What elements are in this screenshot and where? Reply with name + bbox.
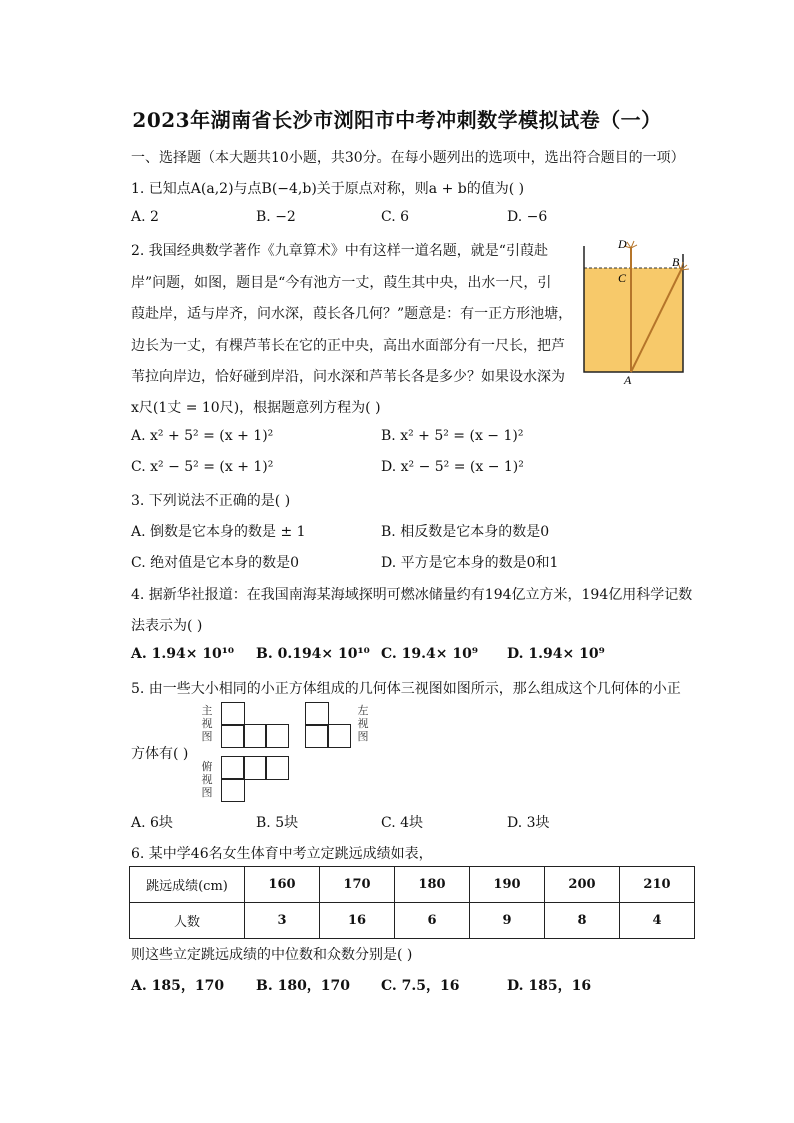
question-1-stem: 1. 已知点A(a,2)与点B(−4,b)关于原点对称，则a + b的值为( ) [131, 181, 525, 197]
question-6-after: 则这些立定跳远成绩的中位数和众数分别是( ) [131, 947, 413, 963]
front-view-label: 主 视 图 [201, 704, 213, 743]
q2-option-b[interactable]: B. x² + 5² = (x − 1)² [381, 428, 524, 444]
question-2-line-5: 苇拉向岸边，恰好碰到岸沿，问水深和芦苇长各是多少？如果设水深为 [131, 369, 565, 385]
q5-option-d[interactable]: D. 3块 [507, 815, 550, 831]
label-a: A [624, 373, 632, 386]
top-view-cell [265, 756, 289, 780]
q4-option-d[interactable]: D. 1.94× 10⁹ [507, 646, 605, 662]
label-c: C [618, 271, 627, 285]
pond-water [584, 268, 683, 372]
left-view-cell [327, 724, 351, 748]
question-2-line-4: 边长为一丈，有棵芦苇长在它的正中央，高出水面部分有一尺长，把芦 [131, 338, 565, 354]
table-cell: 170 [320, 867, 395, 903]
q4-option-a[interactable]: A. 1.94× 10¹⁰ [131, 646, 235, 662]
top-view-label: 俯 视 图 [201, 760, 213, 799]
table-cell: 180 [395, 867, 470, 903]
q5-option-c[interactable]: C. 4块 [381, 815, 424, 831]
top-view-cell [221, 778, 245, 802]
question-6-stem: 6. 某中学46名女生体育中考立定跳远成绩如表， [131, 846, 433, 862]
section-heading: 一、选择题（本大题共10小题，共30分。在每小题列出的选项中，选出符合题目的一项） [131, 150, 685, 166]
table-cell: 9 [470, 903, 545, 939]
table-header-score: 跳远成绩(cm) [130, 867, 245, 903]
question-2-line-1: 2. 我国经典数学著作《九章算术》中有这样一道名题，就是“引葭赴 [131, 243, 548, 259]
left-view-cell [305, 724, 329, 748]
left-view-cell [305, 702, 329, 726]
top-view-cell [243, 756, 267, 780]
q4-option-b[interactable]: B. 0.194× 10¹⁰ [256, 646, 370, 662]
page-title: 2023年湖南省长沙市浏阳市中考冲刺数学模拟试卷（一） [132, 108, 662, 132]
question-3-stem: 3. 下列说法不正确的是( ) [131, 493, 291, 509]
table-row [130, 867, 695, 903]
q1-option-c[interactable]: C. 6 [381, 209, 410, 225]
front-view-cell [265, 724, 289, 748]
q2-option-d[interactable]: D. x² − 5² = (x − 1)² [381, 459, 524, 475]
table-cell: 210 [620, 867, 695, 903]
q6-option-a[interactable]: A. 185，170 [131, 978, 225, 994]
q2-option-c[interactable]: C. x² − 5² = (x + 1)² [131, 459, 274, 475]
q3-option-d[interactable]: D. 平方是它本身的数是0和1 [381, 555, 559, 571]
q1-option-b[interactable]: B. −2 [256, 209, 296, 225]
table-cell: 16 [320, 903, 395, 939]
q6-option-b[interactable]: B. 180，170 [256, 978, 351, 994]
question-2-line-3: 葭赴岸，适与岸齐，问水深，葭长各几何？”题意是：有一正方形池塘， [131, 306, 573, 322]
q5-option-a[interactable]: A. 6块 [131, 815, 173, 831]
q3-option-a[interactable]: A. 倒数是它本身的数是 ± 1 [131, 524, 306, 540]
q1-option-a[interactable]: A. 2 [131, 209, 159, 225]
table-cell: 4 [620, 903, 695, 939]
question-5-line-1: 5. 由一些大小相同的小正方体组成的几何体三视图如图所示，那么组成这个几何体的小正 [131, 681, 681, 697]
q6-option-c[interactable]: C. 7.5，16 [381, 978, 460, 994]
left-view-label: 左 视 图 [357, 704, 369, 743]
table-header-count: 人数 [130, 903, 245, 939]
top-view-cell [221, 756, 245, 780]
q3-option-b[interactable]: B. 相反数是它本身的数是0 [381, 524, 550, 540]
question-4-line-1: 4. 据新华社报道：在我国南海某海域探明可燃冰储量约有194亿立方米，194亿用科学记数 [131, 587, 693, 603]
pond-reed-figure [578, 236, 690, 386]
label-d: D [618, 237, 627, 251]
question-5-line-2: 方体有( ) [131, 746, 189, 762]
table-cell: 3 [245, 903, 320, 939]
table-cell: 190 [470, 867, 545, 903]
q1-option-d[interactable]: D. −6 [507, 209, 548, 225]
table-cell: 200 [545, 867, 620, 903]
q4-option-c[interactable]: C. 19.4× 10⁹ [381, 646, 478, 662]
q6-option-d[interactable]: D. 185，16 [507, 978, 592, 994]
front-view-cell [243, 724, 267, 748]
table-cell: 160 [245, 867, 320, 903]
front-view-cell [221, 724, 245, 748]
label-b: B [672, 255, 680, 269]
jump-score-table [129, 866, 695, 939]
q3-option-c[interactable]: C. 绝对值是它本身的数是0 [131, 555, 300, 571]
question-2-line-2: 岸”问题，如图，题目是“今有池方一丈，葭生其中央，出水一尺，引 [131, 275, 552, 291]
table-cell: 6 [395, 903, 470, 939]
question-4-line-2: 法表示为( ) [131, 618, 203, 634]
table-row [130, 903, 695, 939]
table-cell: 8 [545, 903, 620, 939]
front-view-cell [221, 702, 245, 726]
question-2-line-6: x尺(1丈 = 10尺)，根据题意列方程为( ) [131, 400, 381, 416]
q5-option-b[interactable]: B. 5块 [256, 815, 299, 831]
q2-option-a[interactable]: A. x² + 5² = (x + 1)² [131, 428, 274, 444]
